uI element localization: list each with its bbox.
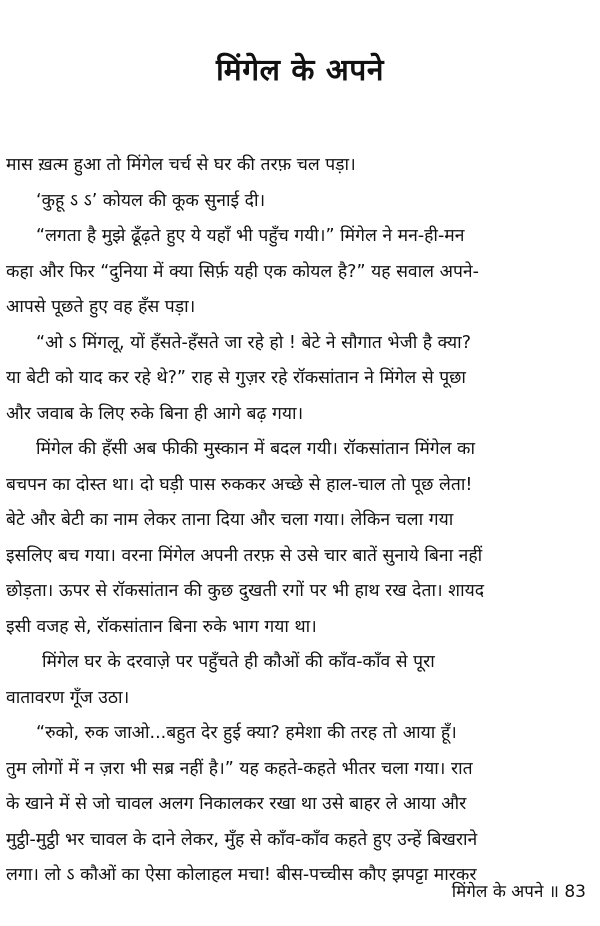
text-line: लगा। लो ऽ कौओं का ऐसा कोलाहल मचा! बीस-पच्चीस कौए झपट्टा मारकर [6, 865, 477, 885]
chapter-title: मिंगेल के अपने [216, 53, 384, 88]
text-line: ‘कुहू ऽ ऽ’ कोयल की कूक सुनाई दी। [36, 190, 266, 211]
text-line: मास ख़त्म हुआ तो मिंगेल चर्च से घर की तरफ़ चल पड़ा। [6, 155, 356, 175]
text-line: “लगता है मुझे ढूँढ़ते हुए ये यहाँ भी पहुँच गयी।” मिंगेल ने मन-ही-मन [36, 226, 465, 246]
text-line: “रुको, रुक जाओ...बहुत देर हुई क्या? हमेशा की तरह तो आया हूँ। [36, 723, 457, 743]
text-line: तुम लोगों में न ज़रा भी सब्र नहीं है।” यह कहते-कहते भीतर चला गया। रात [6, 758, 473, 779]
text-line: के खाने में से जो चावल अलग निकालकर रखा था उसे बाहर ले आया और [6, 794, 467, 814]
body-text [6, 148, 592, 894]
text-line: आपसे पूछते हुए वह हँस पड़ा। [6, 297, 196, 317]
text-line: इसलिए बच गया। वरना मिंगेल अपनी तरफ़ से उसे चार बातें सुनाये बिना नहीं [6, 545, 483, 566]
text-line: और जवाब के लिए रुके बिना ही आगे बढ़ गया। [6, 403, 304, 424]
text-line: मिंगेल की हँसी अब फीकी मुस्कान में बदल गयी। रॉकसांतान मिंगेल का [36, 439, 476, 459]
text-line: बेटे और बेटी का नाम लेकर ताना दिया और चला गया। लेकिन चला गया [6, 510, 454, 530]
text-line: मिंगेल घर के दरवाज़े पर पहुँचते ही कौओं की काँव-काँव से पूरा [42, 652, 435, 672]
text-line: बचपन का दोस्त था। दो घड़ी पास रुककर अच्छे से हाल-चाल तो पूछ लेता! [6, 474, 473, 495]
text-line: मुट्ठी-मुट्ठी भर चावल के दाने लेकर, मुँह से काँव-काँव कहते हुए उन्हें बिखराने [6, 829, 478, 850]
text-line: वातावरण गूँज उठा। [6, 687, 130, 708]
text-line: छोड़ता। ऊपर से रॉकसांतान की कुछ दुखती रगों पर भी हाथ रख देता। शायद [6, 581, 485, 601]
text-line: या बेटी को याद कर रहे थे?” राह से गुज़र रहे रॉकसांतान ने मिंगेल से पूछा [6, 368, 466, 388]
text-line: कहा और फिर “दुनिया में क्या सिर्फ़ यही एक कोयल है?” यह सवाल अपने- [6, 261, 479, 282]
page-footer: मिंगेल के अपने ॥ 83 [451, 882, 586, 902]
text-line: इसी वजह से, रॉकसांतान बिना रुके भाग गया था। [6, 616, 317, 637]
text-line: “ओ ऽ मिंगलू, यों हँसते-हँसते जा रहे हो ! बेटे ने सौगात भेजी है क्या? [36, 332, 471, 353]
